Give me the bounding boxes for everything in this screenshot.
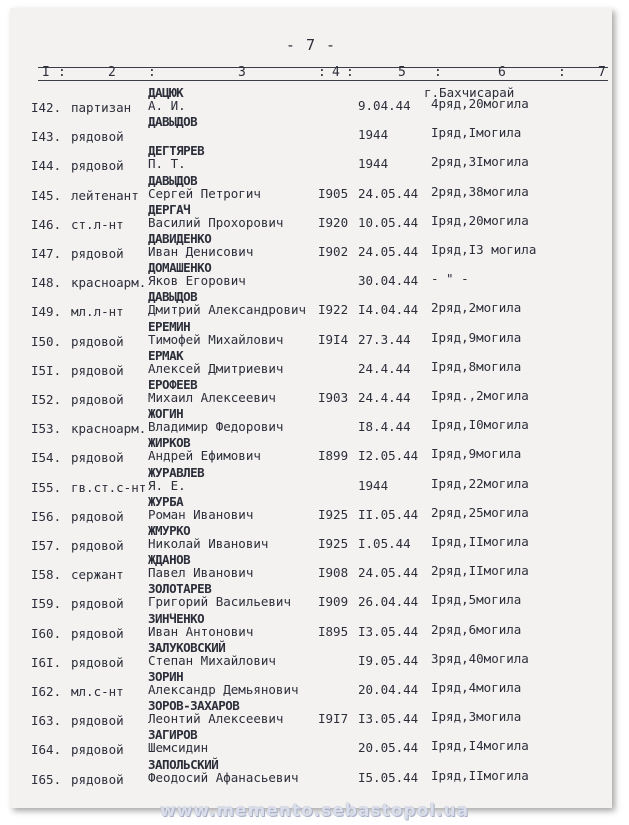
record-death-date: 24.05.44 xyxy=(358,185,419,201)
record-birth-year: I902 xyxy=(318,244,349,259)
list-item xyxy=(10,201,612,233)
record-number: I43. xyxy=(31,129,62,145)
list-item xyxy=(10,260,612,291)
record-given-names: Я. Е. xyxy=(148,477,186,493)
list-item xyxy=(10,727,612,758)
record-rank: рядовой xyxy=(71,713,124,729)
list-item xyxy=(10,698,612,729)
record-death-date: 27.3.44 xyxy=(358,331,411,347)
column-header xyxy=(38,67,608,81)
record-surname: ДОМАШЕНКО xyxy=(148,260,212,276)
list-item xyxy=(10,85,612,116)
record-rank: рядовой xyxy=(71,508,124,524)
record-surname: ДАВЫДОВ xyxy=(148,172,198,188)
record-burial-place: 2ряд,3Iмогила xyxy=(431,154,529,170)
record-given-names: Шемсидин xyxy=(148,740,209,756)
record-number: I52. xyxy=(31,392,62,407)
header-sep: : xyxy=(558,65,566,80)
record-given-names: Иван Антонович xyxy=(148,623,254,639)
record-death-date: I5.05.44 xyxy=(358,769,419,785)
record-burial-place: Iряд,9могила xyxy=(431,329,522,345)
record-surname: ЗАЛУКОВСКИЙ xyxy=(148,639,226,655)
record-death-date: 24.4.44 xyxy=(358,390,411,405)
list-item xyxy=(10,143,612,174)
record-birth-year: I922 xyxy=(318,302,349,318)
record-given-names: Яков Егорович xyxy=(148,273,246,289)
record-number: I58. xyxy=(31,567,62,583)
header-col-7: 7 xyxy=(598,65,606,80)
record-death-date: 20.05.44 xyxy=(358,740,419,756)
record-number: I50. xyxy=(31,333,62,349)
record-burial-place: Iряд,5могила xyxy=(431,592,522,608)
record-burial-place: Iряд.,2могила xyxy=(431,388,529,403)
header-col-1: I xyxy=(42,65,50,80)
record-burial-place: Iряд,I0могила xyxy=(431,417,529,433)
record-given-names: П. Т. xyxy=(148,156,186,172)
record-birth-year: I9I4 xyxy=(318,331,349,347)
record-number: I44. xyxy=(31,158,62,174)
record-rank: рядовой xyxy=(71,625,124,641)
list-item xyxy=(10,406,612,437)
record-birth-year: I903 xyxy=(318,390,349,405)
record-burial-place: 2ряд,38могила xyxy=(431,183,529,199)
record-burial-place: 2ряд,25могила xyxy=(431,504,529,520)
header-sep: : xyxy=(58,65,66,80)
record-burial-place: Iряд,I4могила xyxy=(431,738,529,754)
record-rank: сержант xyxy=(71,567,124,583)
record-death-date: 9.04.44 xyxy=(358,98,411,113)
page-number: - 7 - xyxy=(285,36,337,54)
record-death-date: 10.05.44 xyxy=(358,214,419,230)
record-surname: ЗАГИРОВ xyxy=(148,727,198,743)
record-rank: мл.л-нт xyxy=(71,304,124,320)
footer-watermark: www.memento.sebastopol.ua xyxy=(159,801,470,821)
record-surname: ДЕГТЯРЕВ xyxy=(148,143,205,159)
record-given-names: Василий Прохорович xyxy=(148,214,284,230)
header-col-3: 3 xyxy=(238,65,246,80)
record-given-names: Григорий Васильевич xyxy=(148,594,291,610)
record-given-names: Дмитрий Александрович xyxy=(148,302,307,318)
record-rank: рядовой xyxy=(71,596,124,612)
list-item xyxy=(10,289,612,320)
record-rank: рядовой xyxy=(71,742,124,758)
document-page xyxy=(10,8,612,808)
record-burial-place: Iряд,IIмогила xyxy=(431,534,529,549)
record-burial-place: Iряд,9могила xyxy=(431,446,522,462)
record-death-date: 24.05.44 xyxy=(358,244,419,259)
record-death-date: 26.04.44 xyxy=(358,594,419,610)
record-surname: ДАВЫДОВ xyxy=(148,114,198,130)
list-item xyxy=(10,377,612,408)
record-rank: красноарм. xyxy=(71,421,147,437)
record-number: I6I. xyxy=(31,654,62,670)
record-surname: ЕРМАК xyxy=(148,347,184,363)
record-given-names: Павел Иванович xyxy=(148,565,254,581)
list-item xyxy=(10,756,612,788)
header-sep: : xyxy=(318,65,326,80)
record-burial-location: г.Бахчисарай xyxy=(424,85,515,100)
record-surname: ЗАПОЛЬСКИЙ xyxy=(148,756,219,772)
header-sep: : xyxy=(434,65,442,80)
record-number: I56. xyxy=(31,508,62,524)
record-number: I60. xyxy=(31,625,62,641)
record-birth-year: I905 xyxy=(318,185,349,201)
record-birth-year: I895 xyxy=(318,623,349,639)
record-rank: мл.с-нт xyxy=(71,684,124,699)
list-item xyxy=(10,464,612,496)
record-given-names: Сергей Петрогич xyxy=(148,185,261,201)
record-death-date: I8.4.44 xyxy=(358,419,411,435)
record-number: I59. xyxy=(31,596,62,612)
record-burial-place: 3ряд,40могила xyxy=(431,650,529,666)
record-number: I5I. xyxy=(31,362,62,378)
record-number: I65. xyxy=(31,771,62,787)
header-col-5: 5 xyxy=(398,65,406,80)
record-rank: ст.л-нт xyxy=(71,216,124,232)
record-surname: ДЕРГАЧ xyxy=(148,201,191,217)
record-surname: ЖУРАВЛЕВ xyxy=(148,464,205,480)
list-item xyxy=(10,172,612,204)
record-number: I63. xyxy=(31,713,62,729)
record-rank: рядовой xyxy=(71,246,124,261)
record-given-names: Иван Денисович xyxy=(148,244,254,259)
record-birth-year: I909 xyxy=(318,594,349,610)
list-item xyxy=(10,669,612,700)
record-burial-place: Iряд,8могила xyxy=(431,358,522,374)
record-rank: красноарм. xyxy=(71,275,147,291)
header-sep: : xyxy=(148,65,156,80)
list-item xyxy=(10,639,612,671)
record-birth-year: I9I7 xyxy=(318,711,349,727)
list-item xyxy=(10,318,612,350)
record-burial-place: 2ряд,IIмогила xyxy=(431,563,529,579)
record-given-names: Михаил Алексеевич xyxy=(148,390,276,405)
record-burial-place: Iряд,I3 могила xyxy=(431,242,537,257)
record-burial-place: - " - xyxy=(431,271,469,287)
record-given-names: Владимир Федорович xyxy=(148,419,284,435)
record-birth-year: I920 xyxy=(318,214,349,230)
record-rank: рядовой xyxy=(71,158,124,174)
list-item xyxy=(10,493,612,525)
record-surname: ЗОРИН xyxy=(148,669,184,684)
record-surname: ЕРОФЕЕВ xyxy=(148,377,198,392)
record-number: I48. xyxy=(31,275,62,291)
record-death-date: I4.04.44 xyxy=(358,302,419,318)
record-rank: рядовой xyxy=(71,538,124,553)
list-item xyxy=(10,610,612,642)
record-burial-place: 4ряд,20могила xyxy=(431,96,529,111)
record-rank: рядовой xyxy=(71,362,124,378)
record-number: I62. xyxy=(31,684,62,699)
record-death-date: 1944 xyxy=(358,127,389,143)
record-death-date: I3.05.44 xyxy=(358,623,419,639)
record-surname: ЖДАНОВ xyxy=(148,552,191,568)
record-burial-place: 2ряд,2могила xyxy=(431,300,522,316)
record-given-names: А. И. xyxy=(148,98,186,113)
list-item xyxy=(10,581,612,612)
header-col-6: 6 xyxy=(498,65,506,80)
record-rank: гв.ст.с-нт xyxy=(71,479,147,495)
list-item xyxy=(10,523,612,554)
record-birth-year: I908 xyxy=(318,565,349,581)
record-death-date: I2.05.44 xyxy=(358,448,419,464)
record-burial-place: Iряд,IIмогила xyxy=(431,767,529,783)
record-given-names: Леонтий Алексеевич xyxy=(148,711,284,727)
record-burial-place: Iряд,22могила xyxy=(431,475,529,491)
record-birth-year: I899 xyxy=(318,448,349,464)
record-surname: ЗИНЧЕНКО xyxy=(148,610,205,626)
record-rank: рядовой xyxy=(71,450,124,466)
record-death-date: I9.05.44 xyxy=(358,652,419,668)
record-death-date: I3.05.44 xyxy=(358,711,419,727)
record-burial-place: Iряд,3могила xyxy=(431,709,522,725)
record-death-date: II.05.44 xyxy=(358,506,419,522)
record-death-date: 24.4.44 xyxy=(358,360,411,376)
record-surname: ДАВИДЕНКО xyxy=(148,231,212,246)
record-given-names: Андрей Ефимович xyxy=(148,448,261,464)
header-col-2: 2 xyxy=(108,65,116,80)
record-rank: партизан xyxy=(71,100,132,115)
record-burial-place: Iряд,Iмогила xyxy=(431,125,522,141)
record-number: I42. xyxy=(31,100,62,115)
record-given-names: Феодосий Афанасьевич xyxy=(148,769,299,785)
record-rank: рядовой xyxy=(71,392,124,407)
record-surname: ЗОРОВ-ЗАХАРОВ xyxy=(148,698,240,714)
record-given-names: Степан Михайлович xyxy=(148,652,276,668)
record-given-names: Тимофей Михайлович xyxy=(148,331,284,347)
record-given-names: Роман Иванович xyxy=(148,506,254,522)
record-surname: ДАВЫДОВ xyxy=(148,289,198,305)
record-number: I55. xyxy=(31,479,62,495)
list-item xyxy=(10,231,612,262)
record-death-date: 20.04.44 xyxy=(358,682,419,697)
record-surname: ЖУРБА xyxy=(148,493,184,509)
record-surname: ЗОЛОТАРЕВ xyxy=(148,581,212,597)
record-number: I47. xyxy=(31,246,62,261)
header-col-4: 4 xyxy=(332,65,340,80)
record-number: I46. xyxy=(31,216,62,232)
record-given-names: Николай Иванович xyxy=(148,536,269,551)
record-number: I53. xyxy=(31,421,62,437)
list-item xyxy=(10,114,612,145)
record-birth-year: I925 xyxy=(318,536,349,551)
record-number: I49. xyxy=(31,304,62,320)
record-rank: лейтенант xyxy=(71,187,139,203)
record-death-date: I.05.44 xyxy=(358,536,411,551)
record-birth-year: I925 xyxy=(318,506,349,522)
record-death-date: 24.05.44 xyxy=(358,565,419,581)
record-surname: ЖОГИН xyxy=(148,406,184,422)
record-number: I45. xyxy=(31,187,62,203)
record-rank: рядовой xyxy=(71,771,124,787)
record-rank: рядовой xyxy=(71,129,124,145)
record-surname: ДАЦЮК xyxy=(148,85,184,100)
list-item xyxy=(10,552,612,583)
header-rule-bottom xyxy=(38,80,608,81)
record-surname: ЖИРКОВ xyxy=(148,435,191,451)
record-rank: рядовой xyxy=(71,333,124,349)
record-rank: рядовой xyxy=(71,654,124,670)
record-given-names: Алексей Дмитриевич xyxy=(148,360,284,376)
record-burial-place: Iряд,4могила xyxy=(431,680,522,695)
record-death-date: 1944 xyxy=(358,477,389,493)
record-death-date: 30.04.44 xyxy=(358,273,419,289)
record-burial-place: Iряд,20могила xyxy=(431,212,529,228)
record-surname: ЖМУРКО xyxy=(148,523,191,538)
record-surname: ЕРЕМИН xyxy=(148,318,191,334)
record-given-names: Александр Демьянович xyxy=(148,682,299,697)
record-burial-place: 2ряд,6могила xyxy=(431,621,522,637)
list-item xyxy=(10,435,612,466)
list-item xyxy=(10,347,612,379)
record-number: I64. xyxy=(31,742,62,758)
record-number: I57. xyxy=(31,538,62,553)
record-number: I54. xyxy=(31,450,62,466)
header-sep: : xyxy=(346,65,354,80)
record-death-date: 1944 xyxy=(358,156,389,172)
